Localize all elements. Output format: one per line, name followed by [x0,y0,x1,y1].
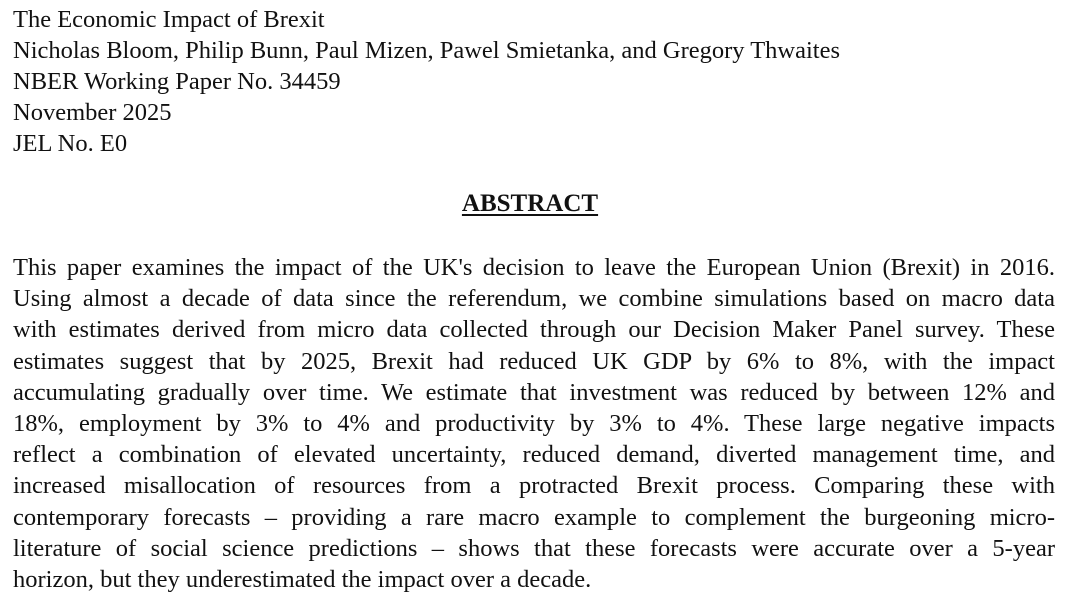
abstract-line: estimates suggest that by 2025, Brexit had reduced UK GDP by 6% to 8%, with the impact [13,347,1055,375]
abstract-line: reflect a combination of elevated uncertainty, reduced demand, diverted management time, and [13,441,1055,469]
paper-date: November 2025 [13,99,172,126]
abstract-line: contemporary forecasts – providing a rare macro example to complement the burgeoning micro- [13,503,1055,531]
abstract-line: with estimates derived from micro data collected through our Decision Maker Panel survey. These [13,316,1055,344]
paper-authors: Nicholas Bloom, Philip Bunn, Paul Mizen, Pawel Smietanka, and Gregory Thwaites [13,37,840,64]
abstract-line: Using almost a decade of data since the referendum, we combine simulations based on macro data [13,285,1055,313]
abstract-heading: ABSTRACT [461,190,599,217]
abstract-line: This paper examines the impact of the UK's decision to leave the European Union (Brexit) in 2016. [13,254,1055,281]
abstract-line: increased misallocation of resources from a protracted Brexit process. Comparing these with [13,472,1055,500]
paper-header [13,4,1053,159]
paper-series: NBER Working Paper No. 34459 [13,68,341,95]
abstract-body [13,252,1055,595]
abstract-line: 18%, employment by 3% to 4% and productivity by 3% to 4%. These large negative impacts [13,410,1055,438]
paper-title: The Economic Impact of Brexit [13,6,325,33]
abstract-line: literature of social science predictions – shows that these forecasts were accurate over a 5-year [13,534,1055,562]
paper-jel: JEL No. E0 [13,130,128,157]
abstract-line: horizon, but they underestimated the impact over a decade. [13,566,592,594]
abstract-line: accumulating gradually over time. We estimate that investment was reduced by between 12% and [13,378,1055,406]
